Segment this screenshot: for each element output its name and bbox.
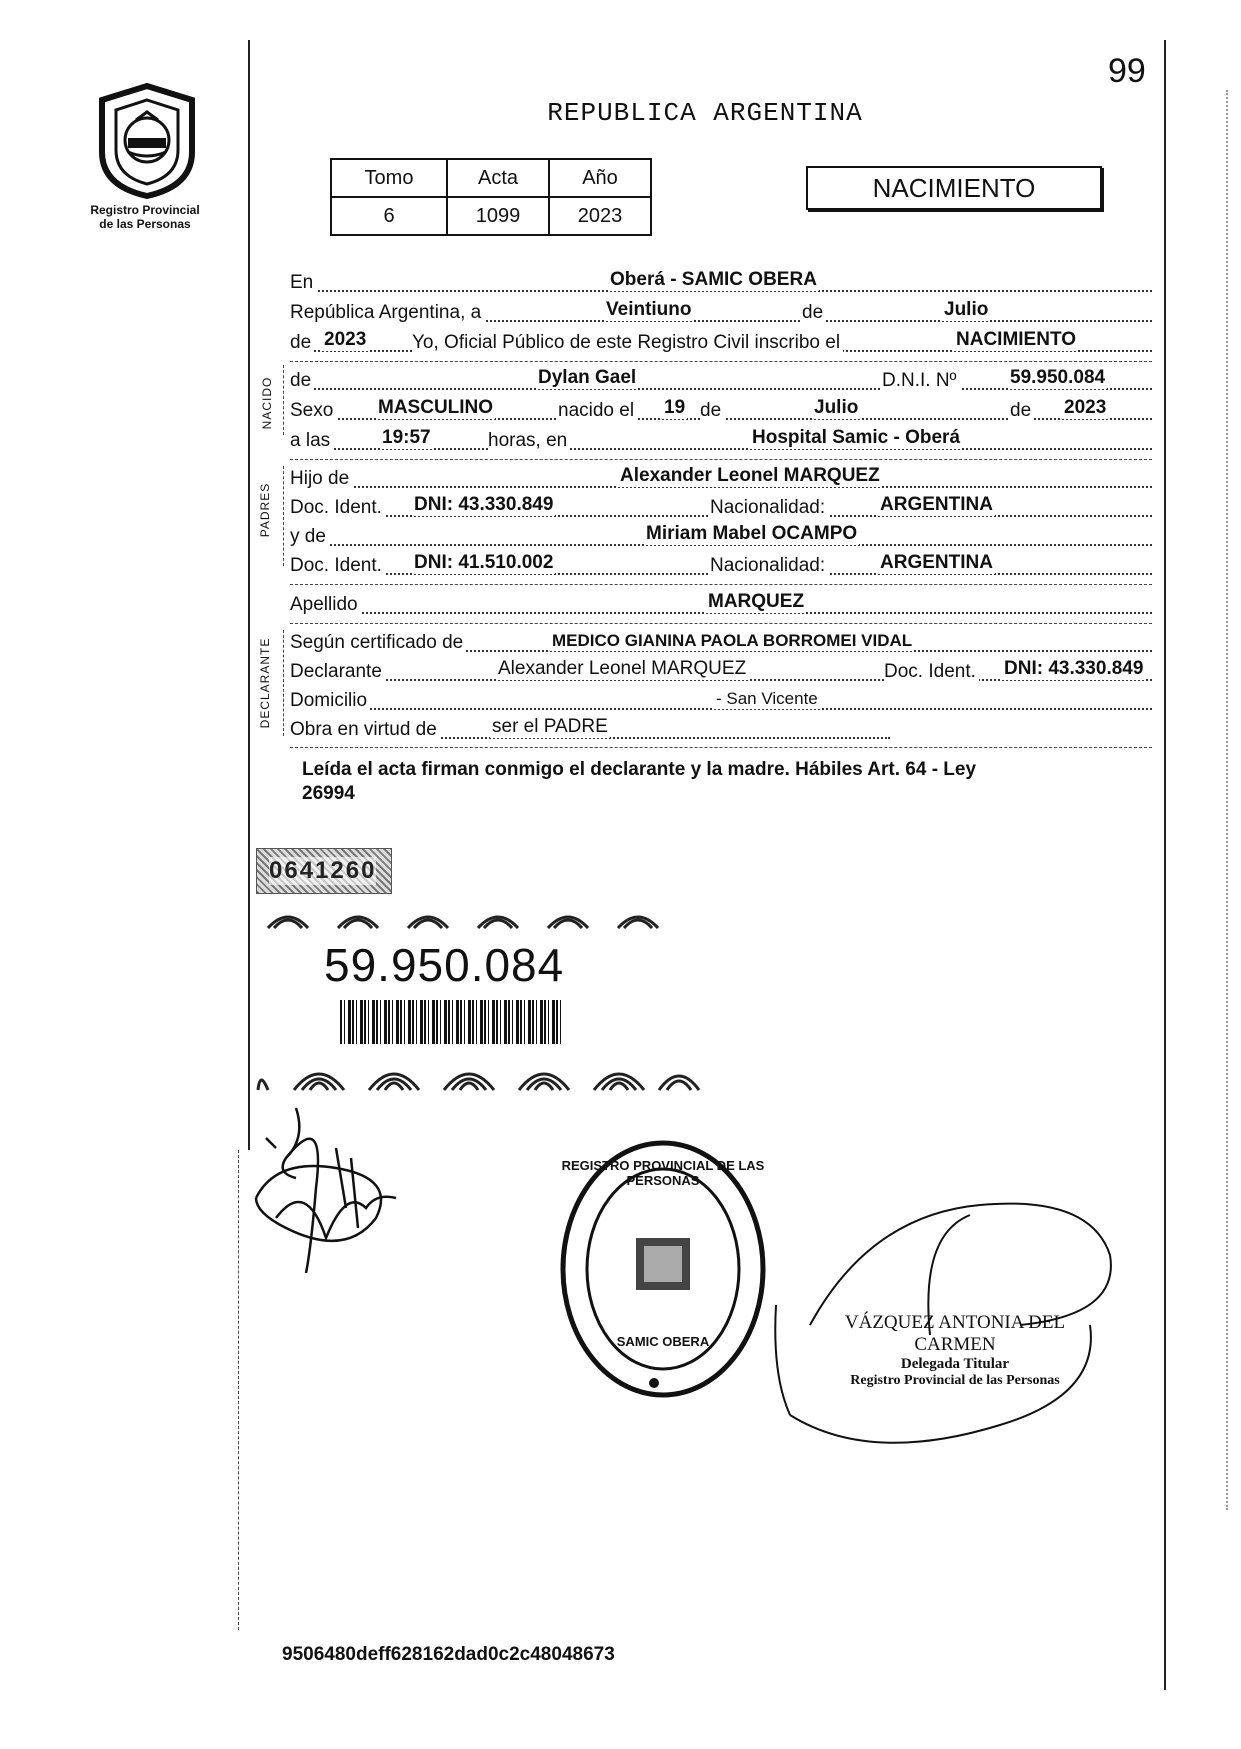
section-divider-1 <box>290 361 1152 362</box>
row-cert <box>290 628 1152 656</box>
year1-value: 2023 <box>324 329 367 350</box>
nombre-label: de <box>290 370 314 392</box>
row-yde <box>290 522 1152 550</box>
official-name: VÁZQUEZ ANTONIA DEL CARMEN <box>844 1312 1066 1355</box>
official-role: Delegada Titular <box>900 1356 1010 1372</box>
dom-value: - San Vicente <box>716 689 818 708</box>
header-anio: Año <box>549 159 651 197</box>
doc2-label: Doc. Ident. <box>290 555 385 577</box>
right-margin-rule <box>1164 40 1166 1690</box>
section-divider-5 <box>290 747 1152 748</box>
obra-label: Obra en virtud de <box>290 719 440 741</box>
apellido-value: MARQUEZ <box>708 591 805 612</box>
nacido-label: nacido el <box>558 400 637 422</box>
record-table <box>330 158 652 236</box>
row-declarante <box>290 657 1152 685</box>
de4-label: de <box>1010 400 1034 422</box>
decl-doc-label: Doc. Ident. <box>884 661 979 683</box>
official-org: Registro Provincial de las Personas <box>850 1373 1060 1388</box>
side-label-declarante: DECLARANTE <box>258 637 272 729</box>
nac2-label: Nacionalidad: <box>710 555 828 577</box>
official-signature <box>770 1175 1130 1445</box>
row-doc2 <box>290 551 1152 579</box>
closing-note <box>302 758 1162 806</box>
side-label-nacido: NACIDO <box>260 376 274 430</box>
section-divider-3 <box>290 584 1152 585</box>
value-acta: 1099 <box>447 197 549 235</box>
birth-year-value: 2023 <box>1064 397 1107 418</box>
stamp-code: 0641260 <box>269 857 377 884</box>
closing-note-line2: 26994 <box>302 783 355 804</box>
header-acta: Acta <box>447 159 549 197</box>
left-margin-rule <box>248 40 250 1150</box>
dom-label: Domicilio <box>290 690 370 712</box>
row-oficial <box>290 328 1152 356</box>
nac1-value: ARGENTINA <box>880 494 993 515</box>
right-edge-marks <box>1226 90 1230 1510</box>
side-label-padres: PADRES <box>258 482 272 538</box>
lugar-value: Hospital Samic - Oberá <box>752 427 961 448</box>
nombre-value: Dylan Gael <box>538 367 637 388</box>
hora-value: 19:57 <box>382 427 431 448</box>
de1-label: de <box>802 302 826 324</box>
seal-inner-text: SAMIC OBERA <box>616 1334 710 1349</box>
padre-value: Alexander Leonel MARQUEZ <box>620 465 880 486</box>
declarante-bracket <box>283 630 284 736</box>
nac2-value: ARGENTINA <box>880 552 993 573</box>
sexo-label: Sexo <box>290 400 336 422</box>
row-obra <box>290 715 890 743</box>
sexo-value: MASCULINO <box>378 397 494 418</box>
month1-value: Julio <box>944 299 989 320</box>
row-domicilio <box>290 686 1152 714</box>
row-hijo <box>290 464 1152 492</box>
record-type-box: NACIMIENTO <box>806 166 1102 210</box>
logo-label <box>70 203 220 231</box>
document-title: REPUBLICA ARGENTINA <box>547 98 863 128</box>
en-value: Oberá - SAMIC OBERA <box>610 269 817 290</box>
row-apellido <box>290 590 1152 618</box>
document-hash: 9506480deff628162dad0c2c48048673 <box>282 1644 615 1665</box>
padres-bracket <box>283 466 284 566</box>
signature-scribble-icon <box>246 1098 406 1278</box>
row-nombre <box>290 366 1152 394</box>
guilloche-pattern-icon <box>258 906 708 930</box>
value-tomo: 6 <box>331 197 447 235</box>
cert-value: MEDICO GIANINA PAOLA BORROMEI VIDAL <box>552 631 913 650</box>
decl-value: Alexander Leonel MARQUEZ <box>498 658 747 679</box>
cert-label: Según certificado de <box>290 632 466 654</box>
logo-label-line1: Registro Provincial <box>90 203 200 217</box>
left-margin-dashes <box>238 1150 239 1630</box>
madre-value: Miriam Mabel OCAMPO <box>646 523 858 544</box>
declarant-signature <box>246 1098 406 1278</box>
header-tomo: Tomo <box>331 159 447 197</box>
page-number: 99 <box>1108 52 1146 90</box>
alas-label: a las <box>290 430 333 452</box>
nacido-bracket <box>283 365 284 435</box>
de3-label: de <box>700 400 724 422</box>
signature-loop-icon <box>770 1175 1130 1445</box>
section-divider-2 <box>290 459 1152 460</box>
logo-label-line2: de las Personas <box>99 217 191 231</box>
doc1-value: DNI: 43.330.849 <box>414 494 554 515</box>
security-stamp <box>256 848 392 894</box>
birth-month-value: Julio <box>814 397 859 418</box>
official-seal <box>558 1138 768 1400</box>
guilloche-pattern-icon <box>254 1056 704 1092</box>
row-hora <box>290 426 1152 454</box>
hijo-label: Hijo de <box>290 468 352 490</box>
closing-note-line1: Leída el acta firman conmigo el declarante y la madre. Hábiles Art. 64 - Ley <box>302 759 977 780</box>
decl-doc-value: DNI: 43.330.849 <box>1004 658 1144 679</box>
yde-label: y de <box>290 526 329 548</box>
row-doc1 <box>290 493 1152 521</box>
oficial-text: Yo, Oficial Público de este Registro Civil inscribo el <box>412 332 843 354</box>
row-republica <box>290 298 1152 326</box>
dni-value: 59.950.084 <box>1010 367 1106 388</box>
doc2-value: DNI: 41.510.002 <box>414 552 554 573</box>
barcode <box>340 1000 562 1044</box>
en-label: En <box>290 272 316 294</box>
dni-label: D.N.I. Nº <box>882 370 960 392</box>
horas-label: horas, en <box>488 430 570 452</box>
decl-label: Declarante <box>290 661 385 683</box>
fingerprint-band-bottom <box>254 1056 704 1092</box>
republica-label: República Argentina, a <box>290 302 484 324</box>
seal-ring-text: REGISTRO PROVINCIAL DE LAS PERSONAS <box>561 1158 765 1188</box>
big-dni-number: 59.950.084 <box>324 939 565 991</box>
value-anio: 2023 <box>549 197 651 235</box>
fingerprint-band-top <box>258 906 708 930</box>
doc1-label: Doc. Ident. <box>290 497 385 519</box>
birth-day-value: 19 <box>664 397 686 418</box>
section-divider-4 <box>290 623 1152 624</box>
inscribo-value: NACIMIENTO <box>956 329 1076 350</box>
apellido-label: Apellido <box>290 594 361 616</box>
obra-value: ser el PADRE <box>492 716 608 737</box>
nac1-label: Nacionalidad: <box>710 497 828 519</box>
row-sexo <box>290 396 1152 424</box>
de2-label: de <box>290 332 314 354</box>
official-block <box>810 1312 1100 1389</box>
row-en <box>290 268 1152 296</box>
day-words-value: Veintiuno <box>606 299 692 320</box>
